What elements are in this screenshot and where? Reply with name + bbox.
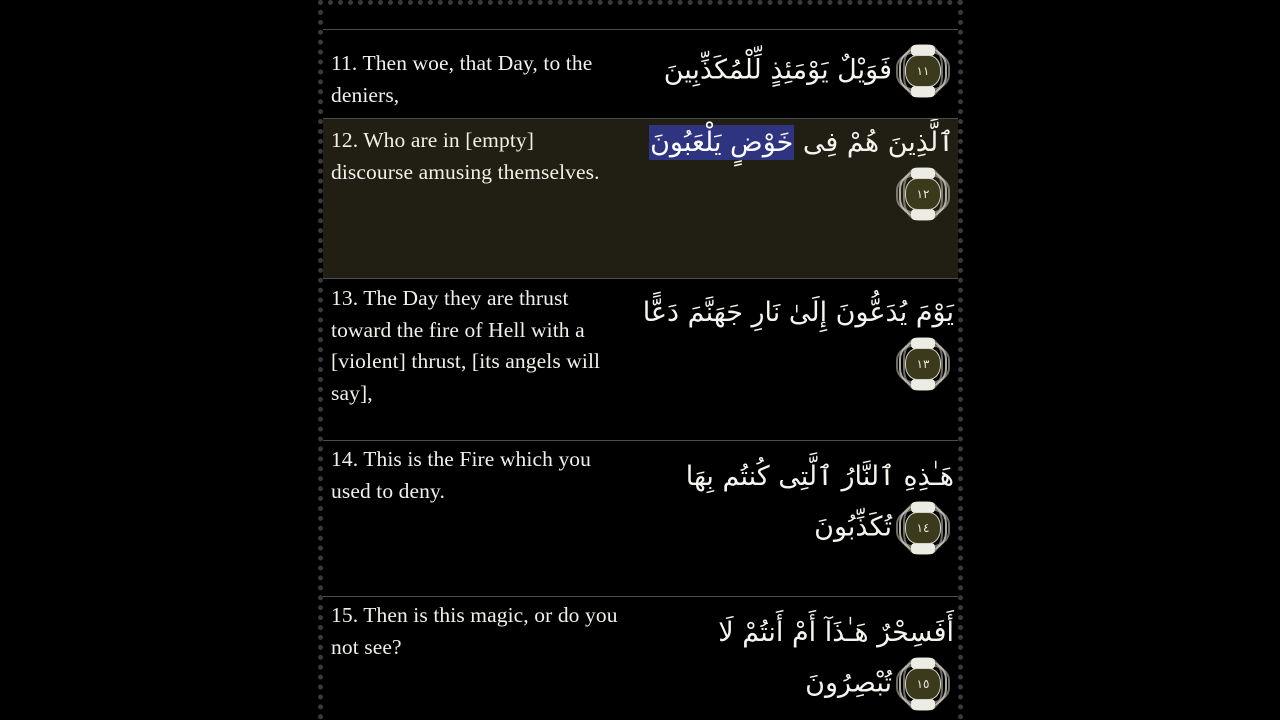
reading-page-frame	[318, 0, 963, 720]
ayah-number-label: ١٣	[916, 357, 930, 371]
verse-translation: 14. This is the Fire which you used to deny.	[331, 447, 591, 503]
arabic-line[interactable]	[624, 289, 954, 337]
verse-arabic[interactable]	[624, 289, 954, 391]
arabic-text-prefix[interactable]: ٱلَّذِينَ هُمْ فِى	[794, 127, 954, 158]
ayah-marker-icon	[896, 167, 950, 221]
verse-arabic[interactable]	[624, 44, 954, 98]
arabic-text[interactable]: هَـٰذِهِ ٱلنَّارُ ٱلَّتِى كُنتُم بِهَا	[685, 461, 954, 492]
arabic-text[interactable]: فَوَيْلٌ يَوْمَئِذٍ لِّلْمُكَذِّبِينَ	[663, 54, 892, 86]
ayah-marker-icon	[896, 44, 950, 98]
arabic-text[interactable]: يَوْمَ يُدَعُّونَ إِلَىٰ نَارِ جَهَنَّمَ دَعًّا	[642, 297, 954, 328]
reading-page-content	[323, 5, 958, 720]
arabic-line[interactable]	[624, 609, 954, 657]
arabic-line-marker[interactable]	[624, 501, 954, 555]
arabic-line-marker[interactable]	[624, 337, 954, 391]
arabic-text-highlighted[interactable]: خَوْضٍ يَلْعَبُونَ	[650, 127, 794, 158]
verse-translation: 13. The Day they are thrust toward the fire of Hell with a [violent] thrust, [its angels will say],	[331, 286, 601, 405]
ayah-marker-icon	[896, 657, 950, 711]
ayah-number-label: ١٤	[916, 521, 930, 535]
verse-row[interactable]	[323, 597, 958, 720]
verse-row-selected[interactable]	[323, 119, 958, 279]
arabic-text[interactable]: تُكَذِّبُونَ	[814, 511, 892, 543]
ayah-number-label: ١١	[916, 64, 930, 78]
arabic-text[interactable]: أَفَسِحْرٌ هَـٰذَآ أَمْ أَنتُمْ لَا	[718, 617, 954, 648]
ayah-marker-icon	[896, 337, 950, 391]
verse-row[interactable]	[323, 279, 958, 441]
verse-translation: 11. Then woe, that Day, to the deniers,	[331, 51, 593, 107]
verse-row[interactable]	[323, 441, 958, 597]
ayah-number-label: ١٥	[916, 677, 930, 691]
verse-row[interactable]	[323, 30, 958, 119]
arabic-line[interactable]	[624, 44, 954, 98]
verse-translation: 15. Then is this magic, or do you not see?	[331, 603, 618, 659]
ayah-number-label: ١٢	[916, 187, 930, 201]
verse-translation: 12. Who are in [empty] discourse amusing themselves.	[331, 128, 600, 184]
arabic-text[interactable]: تُبْصِرُونَ	[805, 667, 892, 699]
verse-arabic[interactable]	[624, 453, 954, 555]
verse-arabic[interactable]	[624, 609, 954, 711]
arabic-line-marker[interactable]	[624, 657, 954, 711]
verse-arabic[interactable]	[624, 119, 954, 221]
arabic-line-marker[interactable]	[624, 167, 954, 221]
page-top-spacer	[323, 5, 958, 30]
arabic-line[interactable]	[624, 119, 954, 167]
ayah-marker-icon	[896, 501, 950, 555]
arabic-line[interactable]	[624, 453, 954, 501]
